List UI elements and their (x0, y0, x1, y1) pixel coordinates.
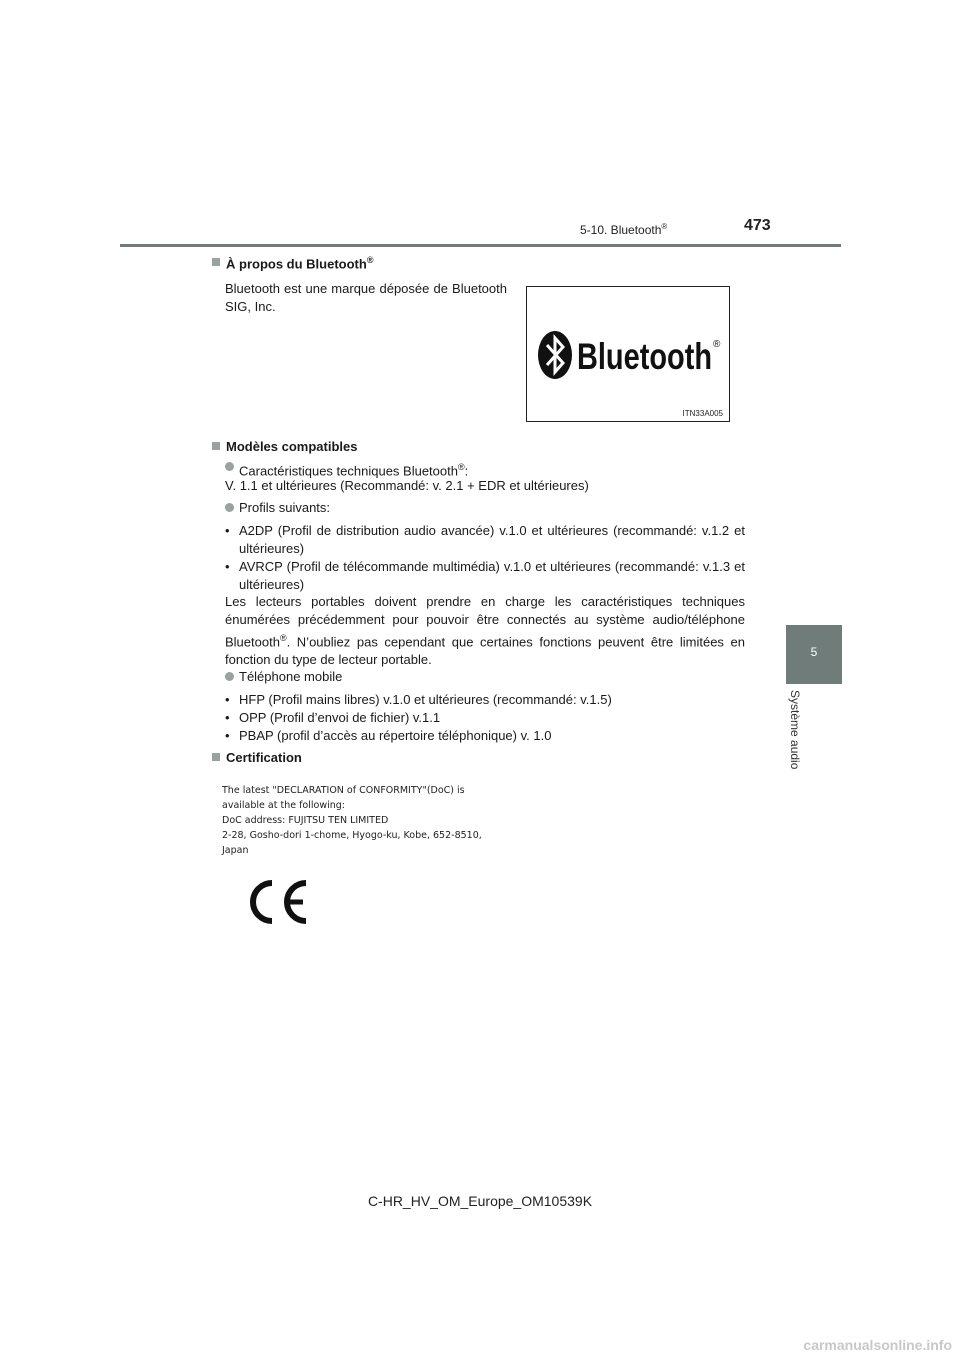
profile-item: • A2DP (Profil de distribution audio avancée) v.1.0 et ultérieures (recommandé: v.1.2 et ultérieures) (225, 523, 745, 556)
profile-item: • AVRCP (Profil de télécommande multimédia) v.1.0 et ultérieures (recommandé: v.1.3 et ultérieures) (225, 559, 745, 592)
about-heading: À propos du Bluetooth® (212, 255, 373, 271)
round-bullet-icon (225, 503, 234, 512)
mobile-bullet: Téléphone mobile (225, 668, 342, 686)
round-bullet-icon (225, 672, 234, 681)
bluetooth-logo-figure (526, 286, 730, 422)
square-bullet-icon (212, 258, 220, 266)
section-title: 5-10. Bluetooth® (580, 222, 668, 237)
spec-bullet: Caractéristiques techniques Bluetooth®: (225, 458, 745, 480)
mobile-profile-item: • HFP (Profil mains libres) v.1.0 et ultérieures (recommandé: v.1.5) (225, 692, 612, 707)
watermark: carmanualsonline.info (803, 1337, 952, 1353)
compatibility-note: Les lecteurs portables doivent prendre en charge les caractéristiques techniques énumérées précédemment pour pouvoir être connectés au système audio/téléphone Bluetooth®. N’oubliez pas cependant que certaines fonctions peuvent être limitées en fonction du type de lecteur portable. (225, 594, 745, 668)
about-text: Bluetooth est une marque déposée de Bluetooth SIG, Inc. (225, 281, 507, 314)
chapter-number: 5 (810, 645, 818, 659)
compatible-heading: Modèles compatibles (212, 439, 357, 454)
document-code: C-HR_HV_OM_Europe_OM10539K (367, 1193, 593, 1209)
header-divider (120, 244, 841, 247)
doc-line: Japan (222, 845, 249, 856)
round-bullet-icon (225, 462, 234, 471)
certification-heading: Certification (212, 750, 302, 765)
logo-registered-mark: ® (713, 339, 721, 350)
declaration-of-conformity (222, 783, 542, 858)
bluetooth-logo-icon (527, 287, 729, 421)
square-bullet-icon (212, 753, 220, 761)
profiles-bullet: Profils suivants: (225, 499, 330, 517)
figure-code: ITN33A005 (682, 409, 723, 418)
chapter-label: Système audio (788, 690, 802, 770)
mobile-profile-item: • OPP (Profil d’envoi de fichier) v.1.1 (225, 710, 441, 725)
spec-version: V. 1.1 et ultérieures (Recommandé: v. 2.1 + EDR et ultérieures) (225, 478, 589, 493)
ce-mark-icon (244, 878, 312, 926)
square-bullet-icon (212, 442, 220, 450)
page-number: 473 (744, 217, 771, 234)
doc-line: 2-28, Gosho-dori 1-chome, Hyogo-ku, Kobe, 652-8510, (222, 830, 482, 841)
doc-line: DoC address: FUJITSU TEN LIMITED (222, 815, 389, 826)
doc-line: The latest "DECLARATION of CONFORMITY"(DoC) is (222, 785, 465, 796)
mobile-profile-item: • PBAP (profil d’accès au répertoire téléphonique) v. 1.0 (225, 728, 552, 743)
doc-line: available at the following: (222, 800, 345, 811)
logo-wordmark: Bluetooth (577, 336, 712, 377)
